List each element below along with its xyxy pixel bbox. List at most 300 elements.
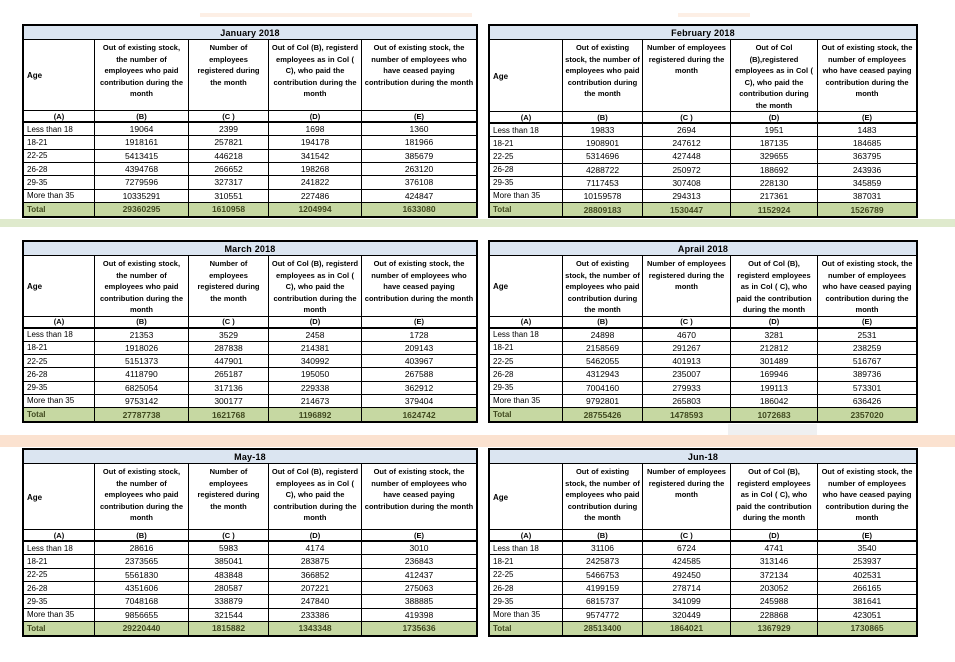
column-header-text: Out of existing stock, the number of employees who have ceased paying contribution during the month xyxy=(364,43,474,87)
data-cell-e: 1360 xyxy=(409,124,429,135)
data-cell-d: 207221 xyxy=(269,582,362,594)
column-letter-c: (C ) xyxy=(189,317,269,327)
table-row xyxy=(24,342,476,355)
data-cell-e: 423051 xyxy=(852,609,882,620)
row-label: 29-35 xyxy=(490,177,563,189)
column-header-text: Number of employees registered during the month xyxy=(647,467,726,499)
total-cell-b: 28513400 xyxy=(563,622,643,635)
column-header-text: Out of existing stock, the number of employees who have ceased paying contribution during the month xyxy=(364,467,474,511)
table-row xyxy=(490,582,916,595)
data-cell-e: 1728 xyxy=(409,329,429,340)
age-header-label: Age xyxy=(27,71,43,81)
data-cell-e: 388885 xyxy=(404,596,434,607)
row-label: More than 35 xyxy=(24,609,95,621)
column-header-e xyxy=(818,40,916,111)
data-cell-e: 636426 xyxy=(852,395,882,406)
table-row xyxy=(24,150,476,163)
data-cell-e: 387031 xyxy=(852,190,882,201)
data-cell-c: 4670 xyxy=(643,329,731,341)
data-cell-e: 363795 xyxy=(852,151,882,162)
data-cell-d: 229338 xyxy=(269,382,362,394)
data-cell-d: 212812 xyxy=(731,342,818,354)
data-cell-e: 419398 xyxy=(404,609,434,620)
column-letter-e: (E) xyxy=(862,317,872,326)
data-cell-b: 6825054 xyxy=(95,382,189,394)
data-cell-c: 291267 xyxy=(643,342,731,354)
data-cell-b: 1918026 xyxy=(95,342,189,354)
data-cell-b: 9753142 xyxy=(95,395,189,407)
data-cell-b: 4394768 xyxy=(95,163,189,175)
row-label: 29-35 xyxy=(24,176,95,188)
table-title: Jun-18 xyxy=(490,450,916,464)
table-row xyxy=(24,355,476,368)
total-row xyxy=(490,622,916,635)
data-cell-e: 266165 xyxy=(852,583,882,594)
column-header-text: Out of existing stock, the number of employees who paid contribution during the month xyxy=(99,467,184,522)
table-aprail-2018 xyxy=(488,240,918,423)
data-cell-e: 253937 xyxy=(852,556,882,567)
age-header-label: Age xyxy=(493,492,509,502)
data-cell-c: 6724 xyxy=(643,542,731,554)
row-label: 18-21 xyxy=(490,137,563,149)
data-cell-c: 300177 xyxy=(189,395,269,407)
age-header-label: Age xyxy=(27,282,43,291)
data-cell-e: 573301 xyxy=(852,382,882,393)
column-letter-a: (A) xyxy=(24,317,95,327)
total-cell-d: 1196892 xyxy=(269,408,362,421)
table-row xyxy=(490,124,916,137)
faint-peach-streak-left xyxy=(200,13,472,17)
table-row xyxy=(490,609,916,622)
data-cell-c: 247612 xyxy=(643,137,731,149)
data-cell-d: 194178 xyxy=(269,136,362,148)
row-label: Less than 18 xyxy=(24,542,95,554)
column-letter-b: (B) xyxy=(563,112,643,122)
column-letter-b: (B) xyxy=(95,317,189,327)
column-header-text: Out of Col (B), registerd employees as in Col ( C), who paid the contribution during the month xyxy=(271,43,359,98)
row-label: 29-35 xyxy=(24,382,95,394)
data-cell-c: 257821 xyxy=(189,136,269,148)
column-header-b xyxy=(563,40,643,111)
total-row xyxy=(24,203,476,216)
table-row xyxy=(24,368,476,381)
row-label: Less than 18 xyxy=(24,123,95,135)
column-header-b xyxy=(563,256,643,316)
data-cell-d: 245988 xyxy=(731,595,818,607)
total-label: Total xyxy=(24,408,95,421)
column-letter-b: (B) xyxy=(95,530,189,540)
total-cell-c: 1815882 xyxy=(189,622,269,635)
table-row xyxy=(490,595,916,608)
column-letter-c: (C ) xyxy=(643,112,731,122)
data-cell-c: 2399 xyxy=(189,123,269,135)
data-cell-d: 372134 xyxy=(731,569,818,581)
data-cell-c: 320449 xyxy=(643,609,731,621)
column-header-text: Out of existing stock, the number of employees who have ceased paying contribution during the month xyxy=(364,259,474,303)
column-header-text: Number of employees registered during the month xyxy=(647,43,726,75)
column-letter-d: (D) xyxy=(731,530,818,540)
data-cell-b: 4312943 xyxy=(563,368,643,380)
column-letter-e: (E) xyxy=(862,530,872,540)
data-cell-e: 263120 xyxy=(404,164,434,175)
total-cell-e: 1624742 xyxy=(402,409,436,420)
data-cell-c: 294313 xyxy=(643,190,731,202)
data-cell-e: 3010 xyxy=(409,543,429,554)
data-cell-e: 236843 xyxy=(404,556,434,567)
data-cell-c: 492450 xyxy=(643,569,731,581)
total-label: Total xyxy=(490,622,563,635)
data-cell-e: 345859 xyxy=(852,177,882,188)
column-header-text: Out of Col (B),registered employees as in Col ( C), who paid the contribution during the month xyxy=(735,43,813,110)
data-cell-d: 340992 xyxy=(269,355,362,367)
data-cell-b: 9856655 xyxy=(95,609,189,621)
row-label: More than 35 xyxy=(490,609,563,621)
row-label: 26-28 xyxy=(24,163,95,175)
column-header-e xyxy=(362,256,476,316)
data-cell-b: 2373565 xyxy=(95,555,189,567)
column-header-d xyxy=(731,40,818,111)
data-cell-e: 3540 xyxy=(857,543,877,554)
data-cell-d: 3281 xyxy=(731,329,818,341)
column-header-c xyxy=(643,40,731,111)
data-cell-e: 424847 xyxy=(404,190,434,201)
data-cell-d: 198268 xyxy=(269,163,362,175)
column-header-age xyxy=(24,256,95,316)
column-header-text: Out of existing stock, the number of employees who paid contribution during the month xyxy=(565,259,640,314)
table-title: March 2018 xyxy=(24,242,476,256)
data-cell-c: 446218 xyxy=(189,150,269,162)
data-cell-c: 265187 xyxy=(189,368,269,380)
row-label: 18-21 xyxy=(24,342,95,354)
peach-band xyxy=(0,435,955,447)
data-cell-e: 267588 xyxy=(404,369,434,380)
data-cell-b: 10335291 xyxy=(95,190,189,202)
row-label: 26-28 xyxy=(490,582,563,594)
column-header-e xyxy=(818,256,916,316)
data-cell-c: 287838 xyxy=(189,342,269,354)
total-cell-c: 1621768 xyxy=(189,408,269,421)
data-cell-b: 24898 xyxy=(563,329,643,341)
column-header-text: Out of existing stock, the number of employees who paid contribution during the month xyxy=(99,259,184,314)
column-letter-b: (B) xyxy=(563,317,643,327)
table-may-18 xyxy=(22,448,478,637)
total-cell-e: 1633080 xyxy=(402,204,436,215)
column-letter-e: (E) xyxy=(414,111,424,121)
data-cell-d: 199113 xyxy=(731,382,818,394)
table-row xyxy=(490,342,916,355)
column-letter-d: (D) xyxy=(731,112,818,122)
row-label: Less than 18 xyxy=(490,329,563,341)
column-letter-a: (A) xyxy=(490,112,563,122)
total-label: Total xyxy=(24,622,95,635)
column-letter-b: (B) xyxy=(95,111,189,121)
total-cell-e: 1730865 xyxy=(850,623,884,634)
table-row xyxy=(490,150,916,163)
column-header-text: Out of Col (B), registerd employees as in Col ( C), who paid the contribution during the month xyxy=(736,259,812,314)
table-march-2018 xyxy=(22,240,478,423)
data-cell-e: 184685 xyxy=(852,138,882,149)
table-row xyxy=(24,542,476,555)
column-header-b xyxy=(95,464,189,529)
age-header-label: Age xyxy=(493,71,509,81)
data-cell-b: 2158569 xyxy=(563,342,643,354)
column-header-text: Out of Col (B), registerd employees as in Col ( C), who paid the contribution during the month xyxy=(736,467,812,522)
total-label: Total xyxy=(490,408,563,421)
row-label: 22-25 xyxy=(24,355,95,367)
total-cell-d: 1204994 xyxy=(269,203,362,216)
column-header-text: Number of employees registered during the month xyxy=(197,43,260,87)
total-label: Total xyxy=(490,203,563,216)
data-cell-e: 402531 xyxy=(852,569,882,580)
data-cell-d: 4741 xyxy=(731,542,818,554)
data-cell-b: 6815737 xyxy=(563,595,643,607)
column-header-age xyxy=(490,464,563,529)
column-header-text: Number of employees registered during the month xyxy=(647,259,726,291)
data-cell-d: 169946 xyxy=(731,368,818,380)
column-header-b xyxy=(563,464,643,529)
data-cell-e: 381641 xyxy=(852,596,882,607)
column-header-c xyxy=(189,40,269,110)
row-label: 22-25 xyxy=(490,355,563,367)
column-letter-b: (B) xyxy=(563,530,643,540)
data-cell-d: 228130 xyxy=(731,177,818,189)
data-cell-c: 338879 xyxy=(189,595,269,607)
data-cell-c: 385041 xyxy=(189,555,269,567)
data-cell-d: 283875 xyxy=(269,555,362,567)
column-letter-c: (C ) xyxy=(643,530,731,540)
column-header-age xyxy=(490,256,563,316)
total-cell-d: 1367929 xyxy=(731,622,818,635)
data-cell-e: 362912 xyxy=(404,382,434,393)
table-row xyxy=(24,555,476,568)
table-title: January 2018 xyxy=(24,26,476,40)
column-letter-c: (C ) xyxy=(643,317,731,327)
data-cell-c: 250972 xyxy=(643,164,731,176)
table-row xyxy=(490,137,916,150)
column-header-d xyxy=(731,256,818,316)
total-label: Total xyxy=(24,203,95,216)
row-label: 18-21 xyxy=(490,555,563,567)
table-row xyxy=(24,569,476,582)
row-label: 18-21 xyxy=(24,555,95,567)
data-cell-c: 447901 xyxy=(189,355,269,367)
column-header-text: Out of existing stock, the number of employees who have ceased paying contribution during the month xyxy=(821,467,913,522)
column-header-text: Number of employees registered during the month xyxy=(197,467,260,511)
table-row xyxy=(490,177,916,190)
data-cell-b: 31106 xyxy=(563,542,643,554)
data-cell-d: 217361 xyxy=(731,190,818,202)
column-header-age xyxy=(490,40,563,111)
data-cell-c: 265803 xyxy=(643,395,731,407)
data-cell-c: 321544 xyxy=(189,609,269,621)
table-row xyxy=(490,555,916,568)
column-header-text: Out of existing stock, the number of employees who have ceased paying contribution during the month xyxy=(821,259,913,314)
data-cell-c: 3529 xyxy=(189,329,269,341)
data-cell-b: 4199159 xyxy=(563,582,643,594)
data-cell-d: 313146 xyxy=(731,555,818,567)
table-row xyxy=(24,176,476,189)
data-cell-b: 4351606 xyxy=(95,582,189,594)
data-cell-e: 516767 xyxy=(852,356,882,367)
row-label: 22-25 xyxy=(490,150,563,162)
table-row xyxy=(24,163,476,176)
data-cell-e: 209143 xyxy=(404,342,434,353)
column-letter-c: (C ) xyxy=(189,111,269,121)
row-label: More than 35 xyxy=(24,395,95,407)
data-cell-d: 187135 xyxy=(731,137,818,149)
row-label: 29-35 xyxy=(24,595,95,607)
data-cell-c: 2694 xyxy=(643,124,731,136)
green-strip xyxy=(0,219,955,227)
data-cell-d: 214673 xyxy=(269,395,362,407)
data-cell-b: 2425873 xyxy=(563,555,643,567)
data-cell-c: 317136 xyxy=(189,382,269,394)
data-cell-e: 412437 xyxy=(404,569,434,580)
data-cell-c: 427448 xyxy=(643,150,731,162)
table-row xyxy=(24,395,476,408)
data-cell-b: 5561830 xyxy=(95,569,189,581)
data-cell-c: 327317 xyxy=(189,176,269,188)
column-letter-c: (C ) xyxy=(189,530,269,540)
total-cell-c: 1610958 xyxy=(189,203,269,216)
faint-peach-streak-right xyxy=(678,13,750,17)
data-cell-b: 19833 xyxy=(563,124,643,136)
data-cell-b: 7117453 xyxy=(563,177,643,189)
row-label: Less than 18 xyxy=(490,124,563,136)
column-letter-d: (D) xyxy=(269,317,362,327)
total-cell-e: 1526789 xyxy=(850,204,884,215)
table-row xyxy=(24,190,476,203)
data-cell-c: 341099 xyxy=(643,595,731,607)
table-row xyxy=(490,329,916,342)
column-header-b xyxy=(95,40,189,110)
data-cell-e: 2531 xyxy=(857,329,877,340)
data-cell-c: 278714 xyxy=(643,582,731,594)
table-row xyxy=(24,595,476,608)
data-cell-c: 483848 xyxy=(189,569,269,581)
data-cell-d: 241822 xyxy=(269,176,362,188)
data-cell-d: 228868 xyxy=(731,609,818,621)
total-cell-b: 27787738 xyxy=(95,408,189,421)
age-header-label: Age xyxy=(493,282,509,291)
data-cell-e: 385679 xyxy=(404,150,434,161)
data-cell-b: 7004160 xyxy=(563,382,643,394)
data-cell-b: 19064 xyxy=(95,123,189,135)
data-cell-d: 1951 xyxy=(731,124,818,136)
total-cell-d: 1152924 xyxy=(731,203,818,216)
column-letter-e: (E) xyxy=(862,112,872,122)
column-header-d xyxy=(269,464,362,529)
table-row xyxy=(24,382,476,395)
data-cell-c: 5983 xyxy=(189,542,269,554)
data-cell-b: 4288722 xyxy=(563,164,643,176)
data-cell-e: 376108 xyxy=(404,177,434,188)
data-cell-c: 307408 xyxy=(643,177,731,189)
row-label: 22-25 xyxy=(24,569,95,581)
table-row xyxy=(24,329,476,342)
data-cell-b: 1918161 xyxy=(95,136,189,148)
total-cell-e: 1735636 xyxy=(402,623,436,634)
total-cell-c: 1864021 xyxy=(643,622,731,635)
column-header-age xyxy=(24,40,95,110)
total-cell-b: 28809183 xyxy=(563,203,643,216)
column-header-c xyxy=(189,256,269,316)
data-cell-b: 5466753 xyxy=(563,569,643,581)
data-cell-e: 1483 xyxy=(857,125,877,136)
table-row xyxy=(24,123,476,136)
column-header-text: Out of existing stock, the number of employees who paid contribution during the month xyxy=(99,43,184,98)
data-cell-e: 243936 xyxy=(852,164,882,175)
data-cell-d: 247840 xyxy=(269,595,362,607)
table-row xyxy=(490,569,916,582)
row-label: 29-35 xyxy=(490,595,563,607)
row-label: 29-35 xyxy=(490,382,563,394)
row-label: More than 35 xyxy=(24,190,95,202)
column-header-d xyxy=(269,40,362,110)
data-cell-b: 10159578 xyxy=(563,190,643,202)
data-cell-e: 238259 xyxy=(852,342,882,353)
column-header-text: Out of existing stock, the number of employees who have ceased paying contribution during the month xyxy=(821,43,913,98)
data-cell-b: 9792801 xyxy=(563,395,643,407)
data-cell-d: 329655 xyxy=(731,150,818,162)
data-cell-e: 275063 xyxy=(404,583,434,594)
data-cell-d: 341542 xyxy=(269,150,362,162)
table-row xyxy=(24,582,476,595)
table-title: February 2018 xyxy=(490,26,916,40)
column-header-e xyxy=(362,464,476,529)
total-cell-b: 29220440 xyxy=(95,622,189,635)
data-cell-b: 5462055 xyxy=(563,355,643,367)
data-cell-c: 235007 xyxy=(643,368,731,380)
data-cell-e: 389736 xyxy=(852,369,882,380)
table-row xyxy=(490,164,916,177)
data-cell-d: 2458 xyxy=(269,329,362,341)
column-header-text: Number of employees registered during the month xyxy=(197,259,260,303)
data-cell-d: 366852 xyxy=(269,569,362,581)
data-cell-b: 5151373 xyxy=(95,355,189,367)
data-cell-d: 4174 xyxy=(269,542,362,554)
data-cell-b: 1908901 xyxy=(563,137,643,149)
table-row xyxy=(24,609,476,622)
data-cell-b: 7279596 xyxy=(95,176,189,188)
total-cell-c: 1530447 xyxy=(643,203,731,216)
data-cell-b: 21353 xyxy=(95,329,189,341)
row-label: 18-21 xyxy=(490,342,563,354)
data-cell-c: 266652 xyxy=(189,163,269,175)
column-header-text: Out of Col (B), registerd employees as in Col ( C), who paid the contribution during the month xyxy=(271,259,359,314)
row-label: 22-25 xyxy=(24,150,95,162)
column-letter-a: (A) xyxy=(490,317,563,327)
total-cell-d: 1072683 xyxy=(731,408,818,421)
column-letter-a: (A) xyxy=(490,530,563,540)
table-row xyxy=(490,355,916,368)
total-row xyxy=(24,622,476,635)
table-title: May-18 xyxy=(24,450,476,464)
total-row xyxy=(490,408,916,421)
age-header-label: Age xyxy=(27,492,43,502)
data-cell-e: 379404 xyxy=(404,395,434,406)
data-cell-e: 403967 xyxy=(404,356,434,367)
data-cell-d: 186042 xyxy=(731,395,818,407)
row-label: 26-28 xyxy=(24,582,95,594)
data-cell-c: 424585 xyxy=(643,555,731,567)
column-letter-e: (E) xyxy=(414,530,424,540)
column-header-e xyxy=(362,40,476,110)
table-february-2018 xyxy=(488,24,918,218)
column-letter-a: (A) xyxy=(24,530,95,540)
column-letter-d: (D) xyxy=(731,317,818,327)
row-label: 22-25 xyxy=(490,569,563,581)
